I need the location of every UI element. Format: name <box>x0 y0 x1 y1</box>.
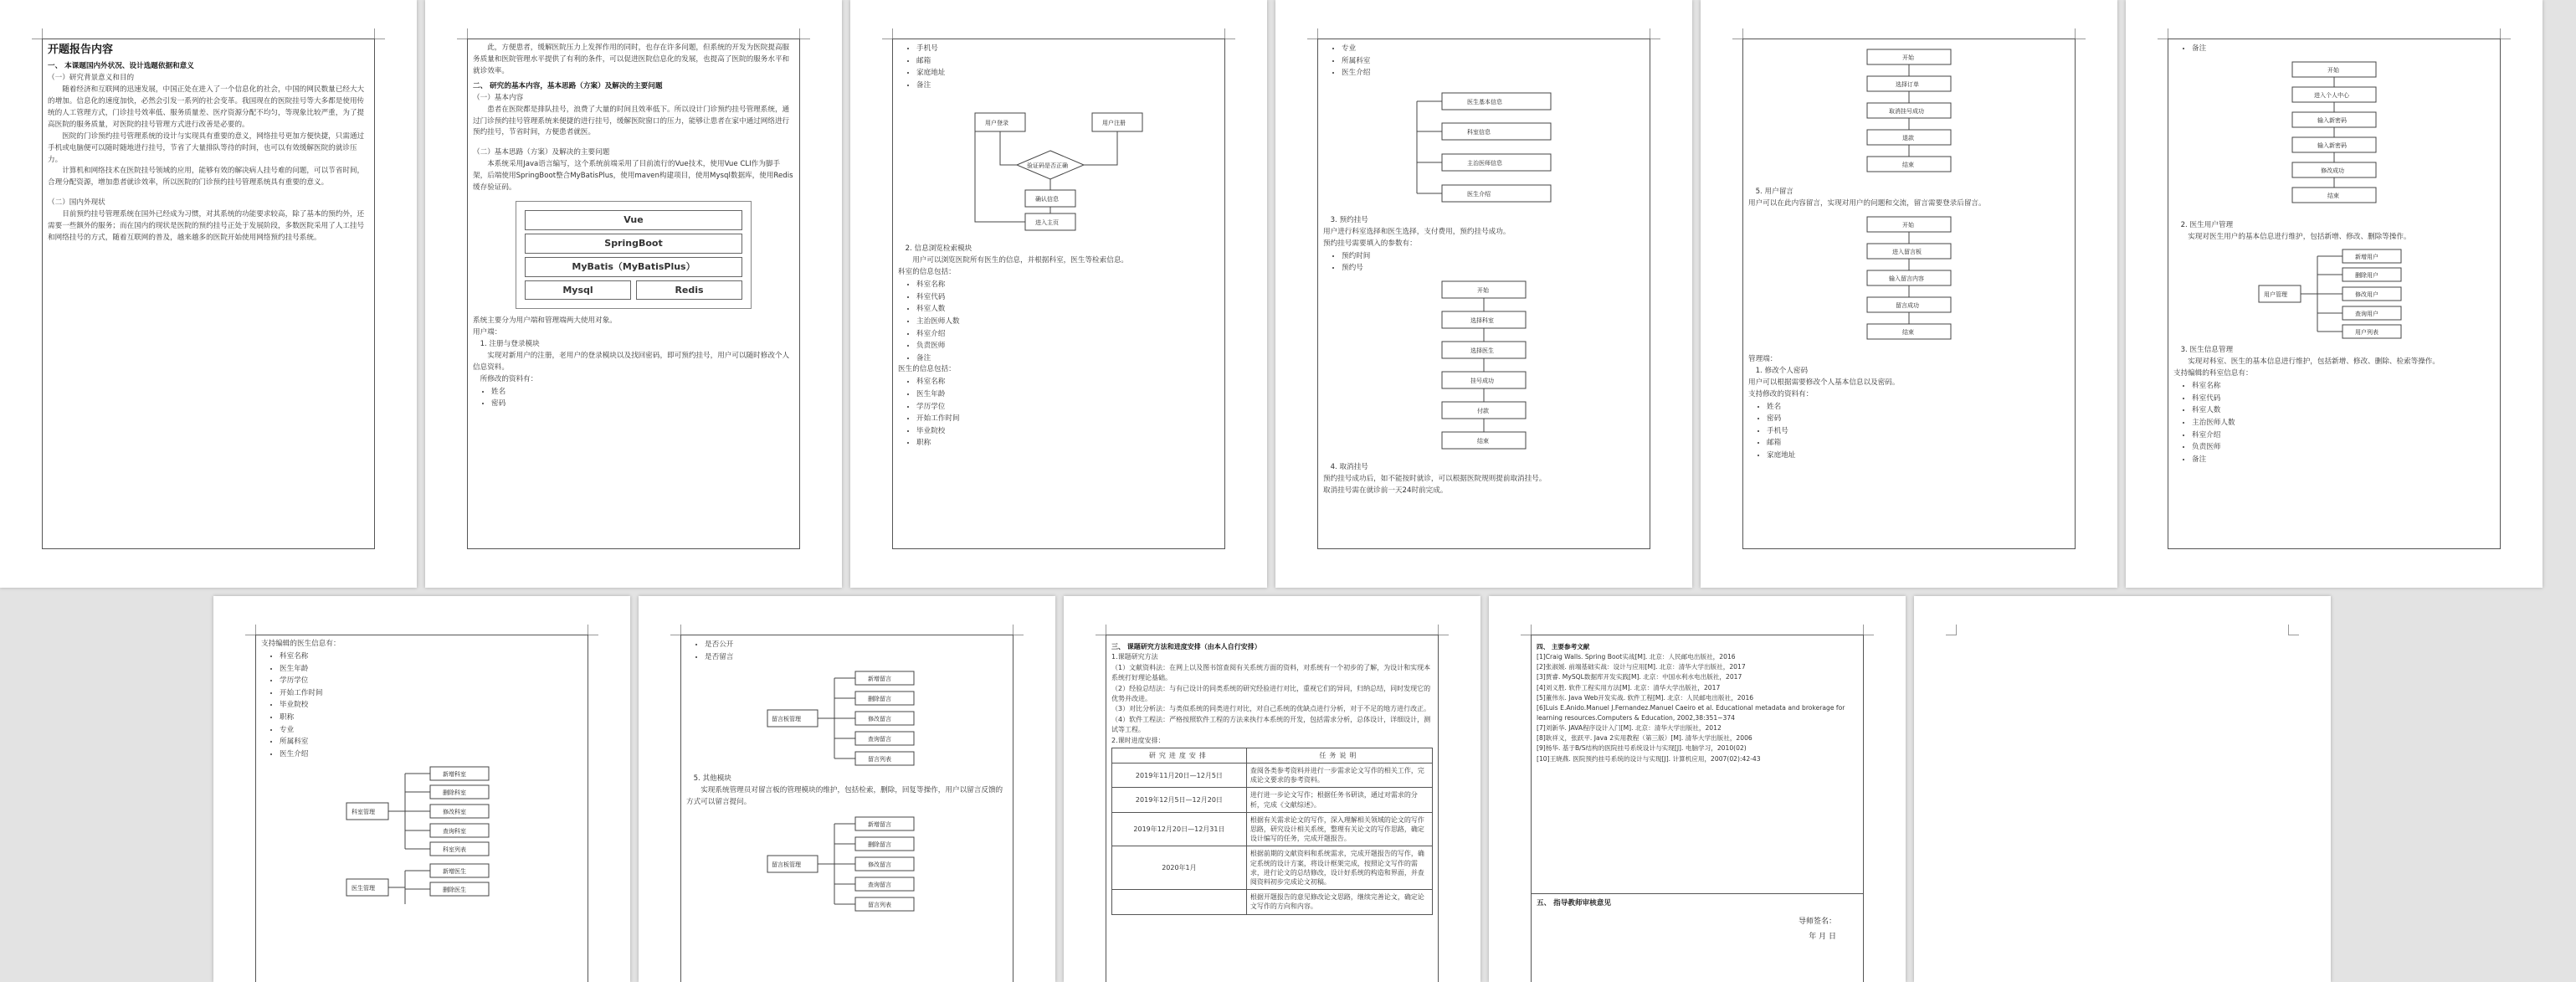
list-item: • 预约时间 <box>1342 250 1645 263</box>
paragraph: 系统主要分为用户端和管理端两大使用对象。 <box>473 316 617 326</box>
tree-label: 查询留言 <box>868 736 891 743</box>
flow-label: 开始 <box>1477 286 1489 294</box>
page-frame <box>892 39 1225 549</box>
tree-label: 修改科室 <box>443 809 466 816</box>
list-item: • 科室介绍 <box>916 328 1219 341</box>
tree-label: 用户列表 <box>2355 329 2378 337</box>
paragraph: （2）经验总结法：与有已设计的同类系统的研究经验进行对比，重视它们的异同，归纳总结，同时发现它的优势并改进。 <box>1111 684 1431 702</box>
document-page-4 <box>1275 0 1692 588</box>
login-flow-diagram <box>967 96 1151 239</box>
tree-label: 查询科室 <box>443 828 466 835</box>
list-heading: 5. 其他模块 <box>693 774 731 784</box>
list-item: • 科室介绍 <box>2192 429 2495 442</box>
tree-label: 删除用户 <box>2355 272 2378 280</box>
column-header: 任务说明 <box>1246 748 1432 763</box>
section-heading: 四、 主要参考文献 <box>1537 643 1590 650</box>
tree-label: 新增用户 <box>2355 254 2378 261</box>
list-item: • 专业 <box>1342 43 1645 55</box>
crop-mark <box>1013 625 1024 635</box>
list-item: • 是否公开 <box>705 639 1008 651</box>
document-page-9 <box>1064 596 1480 982</box>
column-header: 研究进度安排 <box>1112 748 1247 763</box>
tree-label: 修改留言 <box>868 716 891 723</box>
paragraph: 管理端： <box>1748 354 1778 363</box>
paragraph: 支持编辑的科室信息有： <box>2173 369 2253 378</box>
list-item: • 所属科室 <box>1342 55 1645 68</box>
tree-label: 医生介绍 <box>1467 190 1491 198</box>
crop-mark <box>1863 625 1874 635</box>
list-item: • 备注 <box>2192 454 2495 466</box>
list-heading: 2. 信息浏览检索模块 <box>905 244 972 254</box>
date-cell: 2019年12月5日—12月20日 <box>1112 788 1247 812</box>
paragraph: 预约挂号成功后，如不能按时就诊，可以根据医院规则提前取消挂号。 <box>1323 474 1547 483</box>
tree-label: 留言板管理 <box>772 861 801 868</box>
list-item: • 邮箱 <box>916 55 1219 68</box>
document-page-11 <box>1914 596 2331 982</box>
subsection-heading: （一）研究背景意义和目的 <box>48 74 135 83</box>
tree-label: 医生基本信息 <box>1467 98 1502 105</box>
tree-label: 新增科室 <box>443 771 466 779</box>
list-item: • 主治医师人数 <box>916 316 1219 328</box>
schedule-table <box>1111 748 1433 915</box>
list-item: • 科室代码 <box>916 291 1219 304</box>
other-mgmt-tree <box>763 814 931 914</box>
subsection-heading: （一）基本内容 <box>473 93 524 102</box>
crop-mark <box>374 28 385 39</box>
user-mgmt-tree <box>2250 248 2418 340</box>
page-frame <box>467 39 800 549</box>
tree-node <box>1442 185 1551 202</box>
paragraph: （1）文献资料法：在网上以及图书馆查阅有关系统方面的资料，对系统有一个初步的了解，为设计和实现本系统打好理论基础。 <box>1111 663 1431 682</box>
flow-label: 结束 <box>2327 192 2339 199</box>
tree-label: 查询留言 <box>868 881 891 888</box>
task-cell: 根据开题报告的意见修改论文思路，继续完善论文，确定论文写作的方向和内容。 <box>1246 890 1432 914</box>
paragraph: 实现对科室、医生的基本信息进行维护，包括新增、修改、删除、检索等操作。 <box>2188 357 2440 367</box>
reference-item: [7]刘新华. JAVA程序设计入门[M]. 北京：清华大学出版社，2012 <box>1537 724 1722 733</box>
paragraph: 用户进行科室选择和医生选择，支付费用，预约挂号成功。 <box>1323 227 1511 236</box>
flow-label: 进入个人中心 <box>2314 91 2349 99</box>
flow-label: 开始 <box>1902 221 1914 229</box>
page-frame <box>1531 635 1864 982</box>
task-cell: 根据前期的文献资料和系统需求，完成开题报告的写作，确定系统的设计方案，将设计框架完成，按照论文写作的需求，进行论文的总结修改，设计好系统的构造和界面，并查阅资料初步完成论文初稿。 <box>1246 846 1432 890</box>
dept-mgmt-tree <box>338 765 505 857</box>
paragraph: 此，方便患者，缓解医院压力上发挥作用的同时，也存在许多问题，但系统的开发为医院提高服务质量和医院管理水平提供了有利的条件，可以促进医院信息化的发展，也提高了医院的服务水平和就诊效率。 <box>473 44 790 75</box>
list-item: • 手机号 <box>916 43 1219 55</box>
message-mgmt-tree <box>763 668 931 769</box>
paragraph: 医生的信息包括： <box>898 365 956 374</box>
tree-label: 用户管理 <box>2264 291 2287 299</box>
review-section <box>1532 893 1863 948</box>
flow-arrow <box>1084 131 1117 165</box>
list-item: • 家庭地址 <box>916 67 1219 80</box>
section-heading: 二、 研究的基本内容，基本思路（方案）及解决的主要问题 <box>473 81 663 90</box>
list-item: • 职称 <box>280 712 582 724</box>
page-frame <box>1106 635 1439 982</box>
paragraph: 目前预约挂号管理系统在国外已经成为习惯，对其系统的功能要求较高，除了基本的预约外，还需要一些额外的服务；而在国内的现状是医院的预约挂号正处于发展阶段，多数医院采用了人工挂号和网络挂号的方式，随着互联网的普及，越来越多的医院开始使用网络预约挂号系统。 <box>48 210 365 243</box>
document-page-3 <box>850 0 1267 588</box>
crop-mark <box>799 28 810 39</box>
paragraph: （4）软件工程法：严格按照软件工程的方法来执行本系统的开发，包括需求分析，总体设计，详细设计，测试等工程。 <box>1111 715 1431 734</box>
task-cell: 根据有关需求论文的写作，深入理解相关领域的论文的写作思路，研究设计相关系统，整理有关论文的写作思路，确定设计编写的任务，完成开题报告。 <box>1246 812 1432 846</box>
flow-label: 确认信息 <box>1035 196 1059 203</box>
date-cell <box>1112 890 1247 914</box>
list-item: • 密码 <box>491 398 794 410</box>
paragraph: 实现对医生用户的基本信息进行维护，包括新增、修改、删除等操作。 <box>2188 232 2411 241</box>
list-heading: 4. 取消挂号 <box>1330 462 1368 471</box>
flow-label: 取消挂号成功 <box>1889 108 1924 115</box>
paragraph: （3）对比分析法：与类似系统的同类进行对比，对自己系统的优缺点进行分析，对于不足的地方进行改正。 <box>1111 705 1431 713</box>
reference-item: [2]张淑媛. 前端基础实战：设计与应用[M]. 北京：清华大学出版社，2017 <box>1537 663 1746 671</box>
task-cell: 进行进一步论文写作；根据任务书研读，通过对需求的分析，完成《文献综述》。 <box>1246 788 1432 812</box>
page-frame <box>1317 39 1650 549</box>
flow-label: 选择医生 <box>1470 347 1494 354</box>
list-item: • 医生年龄 <box>280 663 582 676</box>
list-item: • 家庭地址 <box>1767 450 2070 462</box>
flow-label: 结束 <box>1477 437 1489 445</box>
flow-label: 留言成功 <box>1896 301 1919 309</box>
section-heading: 五、 指导教师审核意见 <box>1537 899 1611 907</box>
list-item: • 毕业院校 <box>916 425 1219 438</box>
crop-mark <box>1224 28 1235 39</box>
document-page-8 <box>639 596 1055 982</box>
document-page-5 <box>1701 0 2117 588</box>
signature-date: 年 月 日 <box>1809 933 1836 941</box>
paragraph: 用户可以浏览医院所有医生的信息，并根据科室，医生等检索信息。 <box>912 256 1129 265</box>
flow-label: 输入留言内容 <box>1889 275 1924 282</box>
list-item: • 开始工作时间 <box>280 687 582 700</box>
doctor-mgmt-tree <box>338 862 505 904</box>
reference-item: [9]杨华. 基于B/S结构的医院挂号系统设计与实现[J]. 电脑学习，2010(02) <box>1537 744 1747 753</box>
tree-label: 修改留言 <box>868 861 891 868</box>
crop-mark <box>1438 625 1449 635</box>
list-item: • 学历学位 <box>280 675 582 687</box>
list-item: • 科室名称 <box>2192 380 2495 393</box>
document-page-6 <box>2126 0 2543 588</box>
tree-label: 科室列表 <box>443 846 466 854</box>
list-heading: 1. 注册与登录模块 <box>480 340 540 349</box>
page-frame <box>1742 39 2076 549</box>
table-row <box>1112 890 1433 914</box>
crop-mark <box>2075 28 2086 39</box>
stack-redis: Redis <box>636 280 742 301</box>
crop-mark <box>588 625 598 635</box>
flow-label: 进入主页 <box>1035 219 1059 227</box>
page-frame <box>680 635 1013 982</box>
list-heading: 3. 预约挂号 <box>1330 215 1368 224</box>
booking-flowchart <box>1434 280 1534 457</box>
tree-label: 新增留言 <box>868 676 891 683</box>
list-item: • 姓名 <box>491 386 794 398</box>
flow-label: 用户登录 <box>985 120 1008 127</box>
flow-label: 进入留言板 <box>1892 248 1922 255</box>
stack-springboot: SpringBoot <box>525 234 742 254</box>
paragraph: 支持编辑的医生信息有： <box>261 640 341 648</box>
tech-stack-diagram <box>516 201 752 309</box>
tree-label: 留言板管理 <box>772 716 801 723</box>
reference-item: [3]贾睿. MySQL数据库开发实践[M]. 北京：中国水利水电出版社，2017 <box>1537 673 1742 681</box>
page-frame <box>2168 39 2501 549</box>
cancel-flowchart <box>1859 48 1959 182</box>
paragraph: 用户可以在此内容留言，实现对用户的问题和交流，留言需要登录后留言。 <box>1748 198 1986 208</box>
crop-mark <box>1946 625 1957 635</box>
list-item: • 姓名 <box>1767 401 2070 414</box>
document-page-7 <box>213 596 630 982</box>
list-heading: 3. 医生信息管理 <box>2180 346 2234 355</box>
list-item: • 密码 <box>1767 413 2070 425</box>
subsection-heading: 1.课题研究方法 <box>1111 653 1158 661</box>
reference-item: [6]Luis E.Anido.Manuel J.Fernandez.Manuel Caeiro et al. Educational metadata and brokerage for learning resources.Computers & Education, 2002,38:351~374 <box>1537 703 1845 722</box>
date-cell: 2019年11月20日—12月5日 <box>1112 763 1247 788</box>
flow-label: 开始 <box>2327 66 2339 74</box>
list-item: • 是否留言 <box>705 651 1008 664</box>
flow-label: 选择科室 <box>1470 316 1494 324</box>
paragraph: 实现对新用户的注册，老用户的登录模块以及找回密码，即可预约挂号，用户可以随时修改个人信息资料。 <box>473 352 790 372</box>
tree-label: 主治医师信息 <box>1467 159 1502 167</box>
tree-label: 新增留言 <box>868 820 891 828</box>
document-page-2 <box>425 0 842 588</box>
flow-label: 修改成功 <box>2321 167 2344 174</box>
page-frame <box>255 635 588 982</box>
list-item: • 科室名称 <box>280 650 582 663</box>
subsection-heading: 2.课时进度安排： <box>1111 736 1165 744</box>
table-row <box>1112 763 1433 788</box>
section-heading: 三、 课题研究方法和进度安排（由本人自行安排） <box>1111 643 1261 650</box>
flow-label: 开始 <box>1902 54 1914 61</box>
list-item: • 医生年龄 <box>916 388 1219 401</box>
document-page-1 <box>0 0 417 588</box>
paragraph: 计算机和网络技术在医院挂号领域的应用，能够有效的解决病人挂号难的问题，可以节省时间，合理分配资源，增加患者就诊效率，所以医院的门诊预约挂号管理系统具有重要的意义。 <box>48 167 365 188</box>
list-item: • 科室名称 <box>916 279 1219 291</box>
message-flowchart <box>1859 215 1959 349</box>
crop-mark <box>2288 625 2299 635</box>
flow-label: 挂号成功 <box>1470 377 1494 384</box>
tree-label: 留言列表 <box>868 901 891 908</box>
paragraph: 科室的信息包括： <box>898 268 956 277</box>
tree-label: 留言列表 <box>868 756 891 763</box>
doc-heading: 开题报告内容 <box>48 44 114 56</box>
list-heading: 5. 用户留言 <box>1755 188 1793 196</box>
tree-label: 修改用户 <box>2355 291 2378 299</box>
task-cell: 查阅各类参考资料并进行一步需求论文写作的相关工作，完成论文要求的参考资料。 <box>1246 763 1432 788</box>
stack-mybatis: MyBatis（MyBatisPlus） <box>525 257 742 277</box>
flow-label: 验证码是否正确 <box>1027 162 1068 170</box>
list-item: • 开始工作时间 <box>916 413 1219 425</box>
list-item: • 科室名称 <box>916 376 1219 388</box>
flow-label: 结束 <box>1902 162 1914 168</box>
subsection-heading: （二）基本思路（方案）及解决的主要问题 <box>473 148 610 157</box>
paragraph: 预约挂号需要填入的参数有： <box>1323 239 1417 248</box>
flow-label: 输入新密码 <box>2317 116 2347 124</box>
password-flowchart <box>2284 60 2384 215</box>
list-item: • 医生介绍 <box>280 748 582 761</box>
list-item: • 科室人数 <box>2192 404 2495 417</box>
paragraph: 取消挂号需在就诊前一天24时前完成。 <box>1323 486 1448 495</box>
paragraph: 本系统采用Java语言编写，这个系统前端采用了目前流行的Vue技术，使用Vue CLI作为脚手架，后端使用SpringBoot整合MyBatisPlus，使用maven构建项目，使用Mysql数据库，使用Redis缓存验证码。 <box>473 160 793 193</box>
date-cell: 2019年12月20日—12月31日 <box>1112 812 1247 846</box>
list-item: • 专业 <box>280 724 582 737</box>
reference-item: [4]刘义胜. 软件工程实用方法[M]. 北京：清华大学出版社，2017 <box>1537 683 1721 692</box>
tree-label: 删除医生 <box>443 887 466 894</box>
list-item: • 所属科室 <box>280 736 582 748</box>
paragraph: 用户端： <box>473 328 502 337</box>
list-item: • 备注 <box>916 80 1219 92</box>
list-heading: 1. 修改个人密码 <box>1755 366 1809 375</box>
list-item: • 学历学位 <box>916 401 1219 414</box>
list-item: • 手机号 <box>1767 425 2070 438</box>
list-item: • 邮箱 <box>1767 437 2070 450</box>
list-item: • 负责医师 <box>2192 441 2495 454</box>
paragraph: 医院的门诊预约挂号管理系统的设计与实现具有重要的意义，网络挂号更加方便快捷，只需通过手机或电脑便可以随时随地进行挂号，节省了大量排队等待的时间，也可以有效缓解医院的就诊压力。 <box>48 131 365 164</box>
date-cell: 2020年1月 <box>1112 846 1247 890</box>
list-item: • 备注 <box>916 352 1219 365</box>
signature-label: 导师签名： <box>1798 918 1836 926</box>
flow-arrow <box>1000 131 1017 165</box>
reference-item: [10]王晓燕. 医院预约挂号系统的设计与实现[J]. 计算机应用，2007(02):42-43 <box>1537 754 1761 763</box>
flow-label: 付款 <box>1477 407 1489 414</box>
section-heading: 一、 本课题国内外状况、设计选题依据和意义 <box>48 62 194 71</box>
stack-mysql: Mysql <box>525 280 631 301</box>
list-item: • 科室代码 <box>2192 393 2495 405</box>
list-item: • 毕业院校 <box>280 699 582 712</box>
crop-mark <box>2500 28 2511 39</box>
list-item: • 科室人数 <box>916 303 1219 316</box>
reference-item: [8]耿祥义，张跃平. Java 2实用教程（第三版）[M]. 清华大学出版社，2006 <box>1537 734 1752 743</box>
document-page-10 <box>1489 596 1906 982</box>
paragraph: 实现系统管理员对留言板的管理模块的维护，包括检索，删除，回复等操作，用户以留言反馈的方式可以留言提问。 <box>686 786 1003 807</box>
list-heading: 2. 医生用户管理 <box>2180 220 2234 229</box>
tree-label: 查询用户 <box>2355 311 2378 318</box>
tree-label: 科室信息 <box>1467 128 1491 136</box>
reference-item: [1]Craig Walls. Spring Boot实战[M]. 北京：人民邮电出版社，2016 <box>1537 653 1736 661</box>
list-item: • 备注 <box>2192 43 2495 55</box>
list-item: • 医生介绍 <box>1342 67 1645 80</box>
tree-label: 科室管理 <box>352 809 375 816</box>
list-item: • 主治医师人数 <box>2192 417 2495 429</box>
stack-vue: Vue <box>525 210 742 230</box>
flow-label: 输入新密码 <box>2317 141 2347 149</box>
paragraph: 患者在医院都是排队挂号，浪费了大量的时间且效率低下。所以设计门诊预约挂号管理系统，通过门诊预约挂号管理系统来便捷的进行挂号，缓解医院窗口的压力，能够让患者在家中通过网络进行预约挂号，节省时间，方便患者就医。 <box>473 105 790 137</box>
reference-item: [5]董伟东. Java Web开发实战. 软件工程[M]. 北京：人民邮电出版社，2016 <box>1537 693 1754 702</box>
flow-label: 用户注册 <box>1102 120 1126 127</box>
table-header-row <box>1112 748 1433 763</box>
paragraph: 支持修改的资料有： <box>1748 389 1814 398</box>
flow-label: 退款 <box>1902 135 1914 141</box>
list-item: • 预约号 <box>1342 262 1645 275</box>
table-row <box>1112 812 1433 846</box>
paragraph: 随着经济和互联网的迅速发展，中国正处在进入了一个信息化的社会，中国的网民数量已经大大的增加。信息化的速度加快，必然会引发一系列的社会变革。我国现在的医院挂号等大多都是使用传统的人工管理方式，门诊挂号效率低、服务质量差、医疗资源分配不均匀，等现象比较严重，为了提高医院的服务质量，对医院的挂号管理方式进行改善是必要的。 <box>48 85 365 129</box>
flow-label: 结束 <box>1902 328 1914 336</box>
tree-node <box>1442 123 1551 140</box>
flow-label: 选择订单 <box>1896 81 1919 88</box>
page-frame <box>42 39 375 549</box>
table-row <box>1112 788 1433 812</box>
tree-label: 删除留言 <box>868 696 891 703</box>
paragraph: 所修改的资料有： <box>480 374 538 383</box>
doctor-info-diagram <box>1400 85 1568 210</box>
tree-label: 删除科室 <box>443 789 466 797</box>
paragraph: 用户可以根据需要修改个人基本信息以及密码。 <box>1748 378 1900 387</box>
subsection-heading: （二）国内外现状 <box>48 198 105 208</box>
tree-label: 医生管理 <box>352 885 375 892</box>
table-row <box>1112 846 1433 890</box>
tree-label: 新增医生 <box>443 868 466 876</box>
crop-mark <box>1650 28 1660 39</box>
tree-label: 删除留言 <box>868 841 891 848</box>
list-item: • 负责医师 <box>916 340 1219 352</box>
list-item: • 职称 <box>916 437 1219 450</box>
